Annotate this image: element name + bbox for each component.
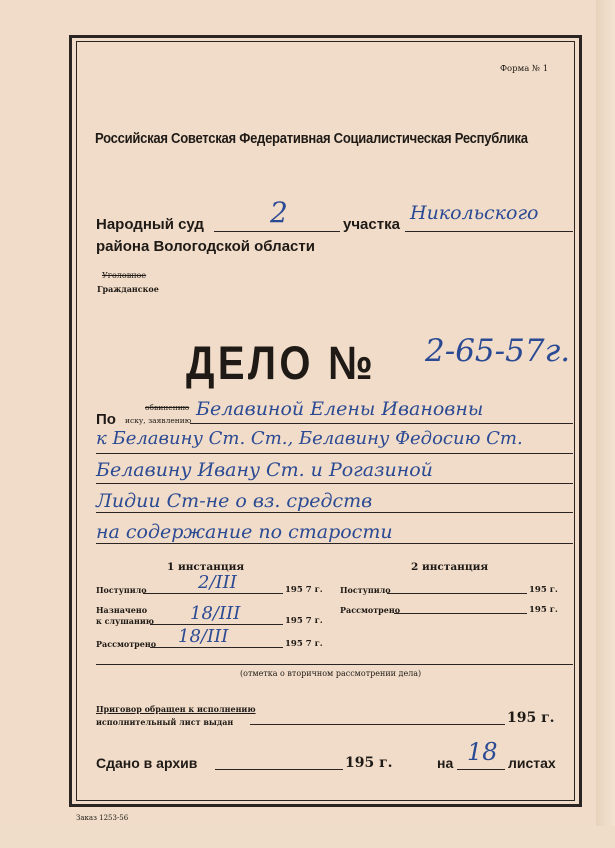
page-edge — [596, 0, 615, 848]
case-line-3 — [96, 483, 573, 484]
i2-received-label: Поступило — [340, 585, 391, 595]
district-label: участка — [343, 216, 400, 233]
i1-scheduled-label-2: к слушанию — [96, 616, 154, 626]
republic-heading: Российская Советская Федеративная Социалистическая Республика — [95, 131, 528, 147]
i2-reviewed-line — [394, 613, 527, 614]
sheets-label: листах — [508, 755, 556, 771]
i1-reviewed-label: Рассмотрено — [96, 639, 157, 649]
case-type-criminal: Уголовное — [102, 271, 147, 280]
i2-reviewed-label: Рассмотрено — [340, 605, 401, 615]
order-number: Заказ 1253-56 — [76, 814, 129, 822]
instance-2-heading: 2 инстанция — [411, 561, 489, 573]
i1-received-label: Поступило — [96, 585, 147, 595]
execution-label-1: Приговор обращен к исполнению — [96, 704, 256, 714]
i1-reviewed-value: 18/III — [178, 626, 229, 647]
case-text-line-3: Белавину Ивану Ст. и Рогазиной — [96, 459, 433, 481]
archive-year: 195 г. — [345, 755, 393, 771]
i2-received-line — [387, 593, 527, 594]
i1-reviewed-line — [150, 647, 283, 648]
po-label: По — [96, 411, 116, 428]
execution-year: 195 г. — [507, 710, 555, 726]
case-line-1 — [190, 423, 573, 424]
i1-scheduled-value: 18/III — [190, 603, 241, 624]
i1-scheduled-year: 195 7 г. — [285, 616, 323, 626]
i2-reviewed-year: 195 г. — [529, 605, 558, 615]
charge-label: обвинению — [145, 403, 190, 412]
case-text-line-5: на содержание по старости — [96, 521, 393, 543]
case-line-4 — [96, 512, 573, 513]
i1-scheduled-label-1: Назначено — [96, 605, 148, 615]
region-label: района Вологодской области — [96, 238, 315, 255]
claim-label: иску, заявлению — [125, 416, 192, 425]
i1-reviewed-year: 195 7 г. — [285, 639, 323, 649]
archive-line — [215, 769, 343, 770]
case-number: 2-65-57г. — [425, 333, 571, 369]
i1-received-line — [143, 593, 283, 594]
archive-label: Сдано в архив — [96, 755, 198, 771]
district-name: Никольского — [410, 202, 539, 224]
people-court-label: Народный суд — [96, 216, 204, 233]
page-bottom-edge — [0, 826, 615, 848]
case-text-line-1: Белавиной Елены Ивановны — [196, 398, 484, 420]
district-line — [405, 231, 573, 232]
form-number: Форма № 1 — [500, 64, 549, 74]
execution-line — [250, 724, 505, 725]
court-number-line — [214, 231, 340, 232]
case-line-5 — [96, 543, 573, 544]
i1-scheduled-line — [150, 624, 283, 625]
i2-received-year: 195 г. — [529, 585, 558, 595]
instance-1-heading: 1 инстанция — [167, 561, 245, 573]
execution-label-2: исполнительный лист выдан — [96, 717, 234, 727]
secondary-line — [96, 664, 573, 665]
i1-received-year: 195 7 г. — [285, 585, 323, 595]
archive-on-label: на — [437, 755, 454, 771]
sheets-line — [457, 769, 505, 770]
case-text-line-4: Лидии Ст-не о вз. средств — [96, 490, 373, 512]
secondary-note: (отметка о вторичном рассмотрении дела) — [240, 669, 422, 678]
case-text-line-2: к Белавину Ст. Ст., Белавину Федосию Ст. — [96, 428, 523, 449]
case-line-2 — [96, 453, 573, 454]
case-type-civil: Гражданское — [97, 284, 159, 294]
court-number-value: 2 — [270, 196, 288, 229]
sheets-value: 18 — [467, 738, 498, 766]
i1-received-value: 2/III — [198, 572, 237, 593]
case-title: ДЕЛО № — [186, 336, 377, 389]
